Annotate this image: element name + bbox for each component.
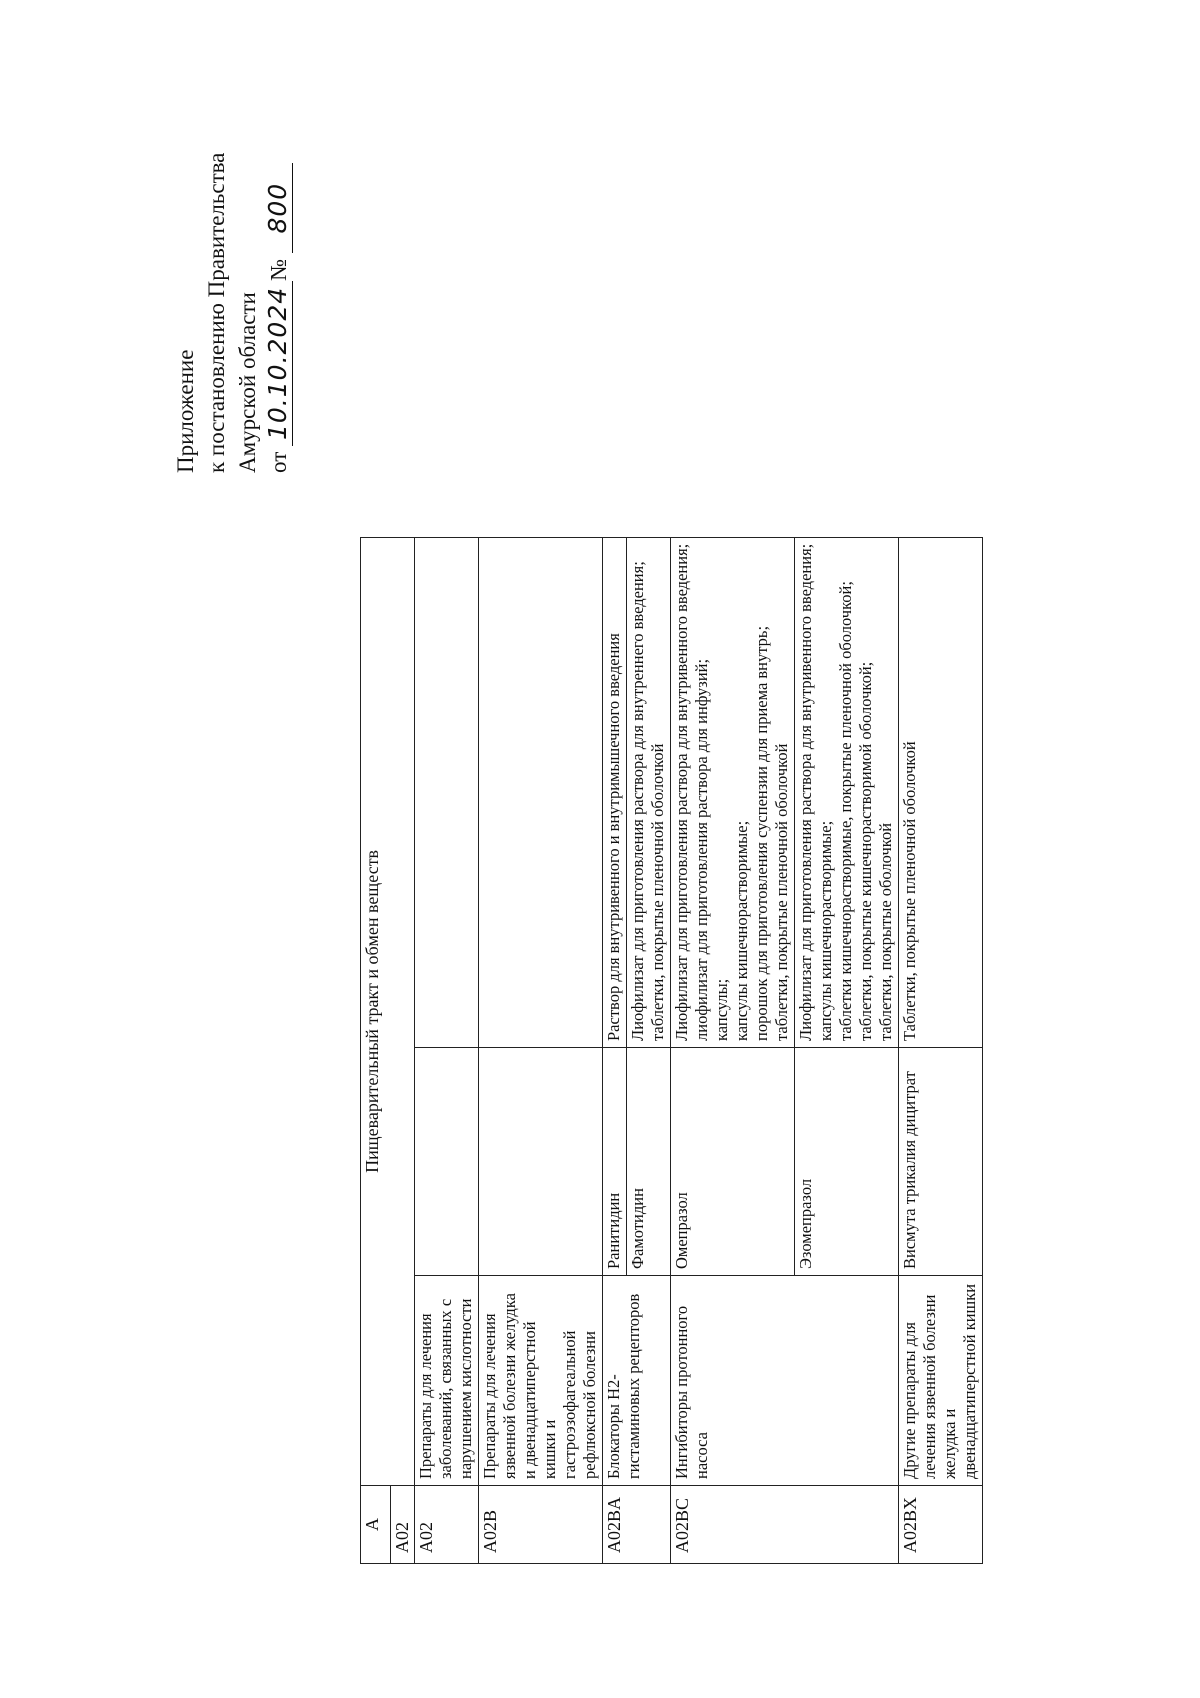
- drug-name-cell: Ранитидин: [603, 1048, 627, 1276]
- dosage-form-line: таблетки кишечнорастворимые, покрытые пленочной оболочкой;: [836, 581, 855, 1041]
- drug-name-cell: Висмута трикалия дицитрат: [899, 1048, 983, 1276]
- table-row: [899, 537, 983, 1563]
- group-name-cell: Ингибиторы протонного насоса: [671, 1276, 899, 1486]
- handwritten-number: 800: [265, 163, 293, 253]
- dosage-form-line: лиофилизат для приготовления раствора для инфузий;: [692, 658, 711, 1041]
- dosage-form-line: капсулы кишечнорастворимые;: [816, 820, 835, 1041]
- atc-code-cell: A02: [415, 1486, 479, 1564]
- dosage-form-line: Лиофилизат для приготовления раствора для внутреннего введения;: [628, 561, 647, 1041]
- group-name-cell: Препараты для лечения заболеваний, связанных с нарушением кислотности: [415, 1276, 479, 1486]
- dosage-form-line: Лиофилизат для приготовления раствора для внутривенного введения;: [796, 543, 815, 1041]
- dosage-form-line: капсулы;: [712, 978, 731, 1041]
- drug-name-cell: [415, 1048, 479, 1276]
- appendix-title: Приложение: [173, 349, 198, 473]
- dosage-form-cell: [627, 537, 671, 1047]
- group-name-cell: Блокаторы H2-гистаминовых рецепторов: [603, 1276, 671, 1486]
- dosage-form-line: Лиофилизат для приготовления раствора для внутривенного введения;: [672, 543, 691, 1041]
- dosage-form-line: Раствор для внутривенного и внутримышечного введения: [604, 633, 623, 1041]
- drug-name-cell: Эзомепразол: [795, 1048, 899, 1276]
- section-title-cell: Пищеварительный тракт и обмен веществ: [361, 537, 415, 1485]
- atc-code-cell: A02BX: [899, 1486, 983, 1564]
- drug-list-table: [360, 537, 983, 1564]
- drug-name-cell: Фамотидин: [627, 1048, 671, 1276]
- appendix-resolution-line: к постановлению Правительства: [204, 152, 229, 473]
- handwritten-date: 10.10.2024: [265, 281, 293, 446]
- appendix-note: [170, 153, 294, 473]
- table-header-row: [361, 537, 391, 1563]
- dosage-form-cell: [899, 537, 983, 1047]
- appendix-region-line: Амурской области: [235, 292, 260, 473]
- dosage-form-line: Таблетки, покрытые пленочной оболочкой: [900, 741, 919, 1041]
- group-name-cell: Другие препараты для лечения язвенной болезни желудка и двенадцатиперстной кишки: [899, 1276, 983, 1486]
- dosage-form-cell: [795, 537, 899, 1047]
- header-code-cell: А: [361, 1486, 391, 1564]
- dosage-form-line: таблетки, покрытые оболочкой: [876, 822, 895, 1041]
- dosage-form-line: капсулы кишечнорастворимые;: [732, 820, 751, 1041]
- atc-code-cell: A02: [391, 1486, 415, 1564]
- atc-code-cell: A02BA: [603, 1486, 671, 1564]
- table-row: [603, 537, 627, 1563]
- drug-name-cell: [479, 1048, 603, 1276]
- dosage-form-line: порошок для приготовления суспензии для приема внутрь;: [752, 625, 771, 1041]
- dosage-form-cell: [671, 537, 795, 1047]
- dosage-form-line: таблетки, покрытые пленочной оболочкой: [772, 743, 791, 1041]
- dosage-form-cell: [415, 537, 479, 1047]
- group-name-cell: Препараты для лечения язвенной болезни желудка и двенадцатиперстной кишки и гастроэзофагеальной рефлюксной болезни: [479, 1276, 603, 1486]
- date-prefix: от: [266, 451, 291, 473]
- dosage-form-line: таблетки, покрытые кишечнорастворимой оболочкой;: [856, 661, 875, 1041]
- table-row: [479, 537, 603, 1563]
- atc-code-cell: A02BC: [671, 1486, 899, 1564]
- table-row: [415, 537, 479, 1563]
- dosage-form-line: таблетки, покрытые пленочной оболочкой: [648, 743, 667, 1041]
- table-row: [671, 537, 795, 1563]
- atc-code-cell: A02B: [479, 1486, 603, 1564]
- appendix-date-line: [263, 153, 294, 473]
- dosage-form-cell: [479, 537, 603, 1047]
- number-prefix: №: [266, 258, 291, 281]
- drug-name-cell: Омепразол: [671, 1048, 795, 1276]
- dosage-form-cell: [603, 537, 627, 1047]
